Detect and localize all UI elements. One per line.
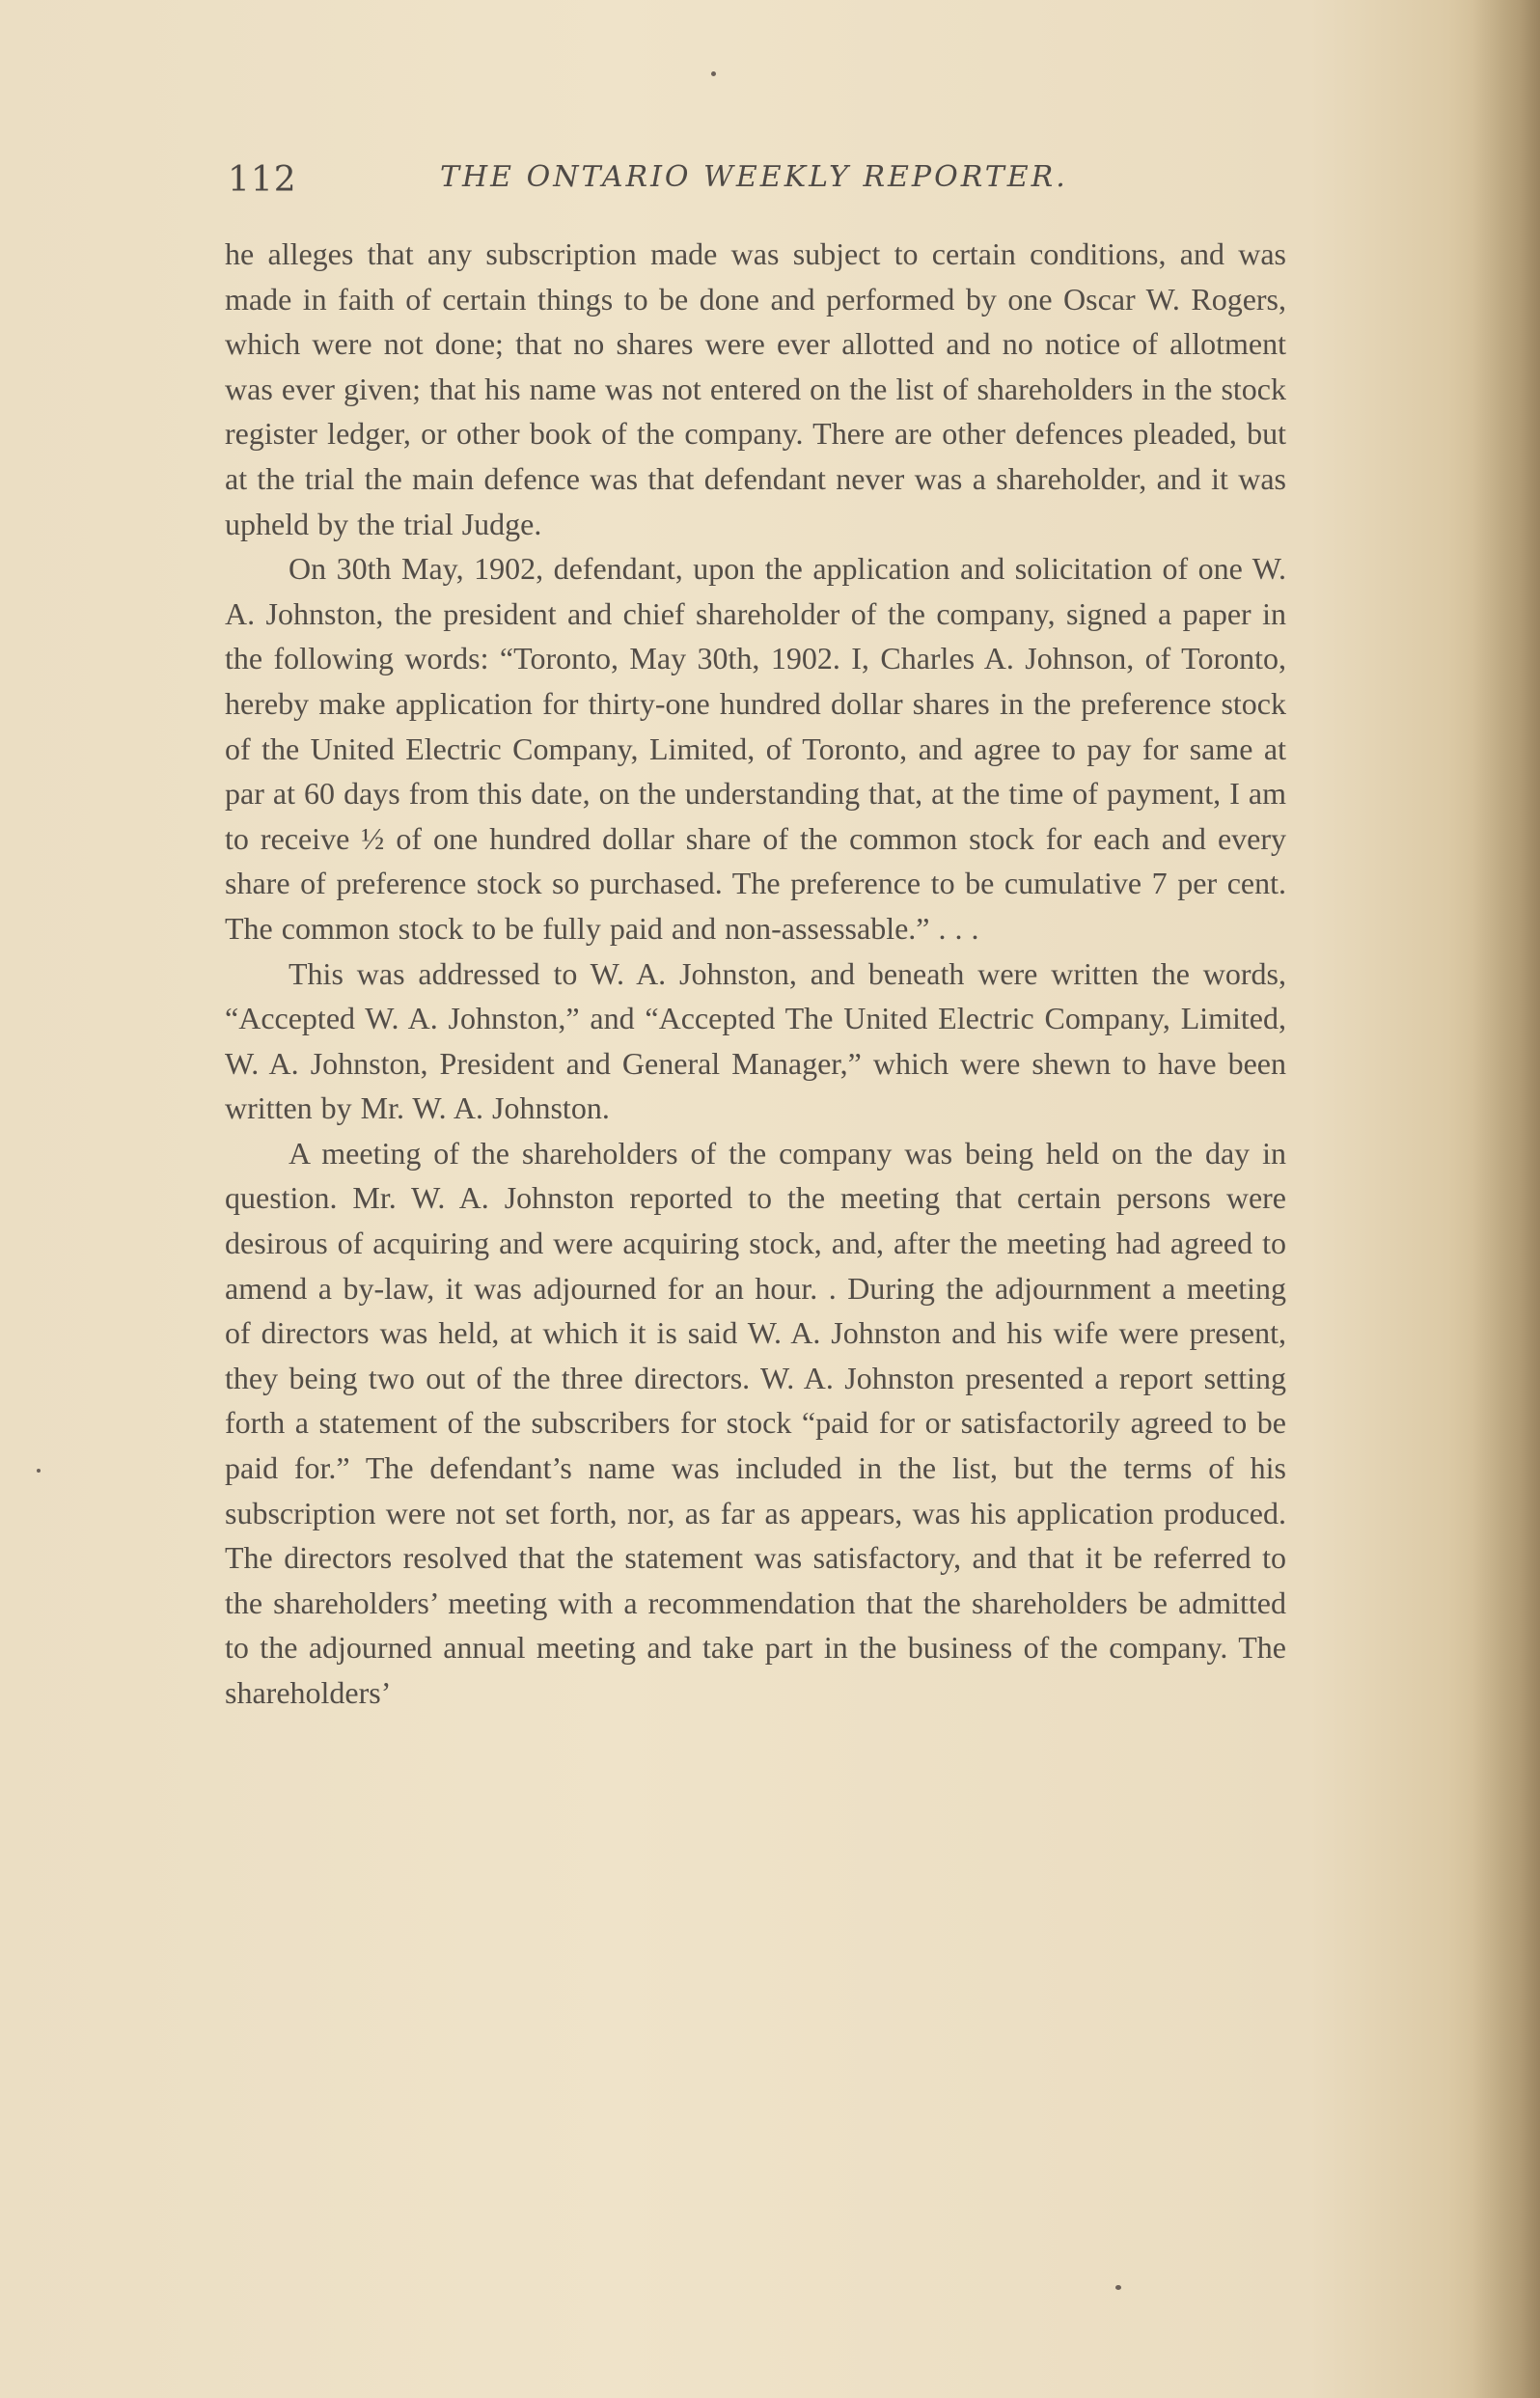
page-number: 112 [228, 160, 297, 200]
running-header [228, 152, 1289, 210]
ink-speck [711, 71, 716, 76]
page-edge-shadow [1472, 0, 1540, 2398]
ink-speck [37, 1469, 41, 1473]
ink-speck [1115, 2285, 1121, 2290]
body-text [225, 232, 1286, 1716]
paragraph: he alleges that any subscription made was subject to certain conditions, and was made in faith of certain things to be done and performed by one Oscar W. Rogers, which were not done; that no shares were ever allotted and no notice of allotment was ever given; that his name was not entered on the list of shareholders in the stock register ledger, or other book of the company. There are other defences pleaded, but at the trial the main defence was that defendant never was a shareholder, and it was upheld by the trial Judge. [225, 236, 1286, 541]
paragraph: A meeting of the shareholders of the company was being held on the day in question. Mr. W. A. Johnston reported to the meeting that certain persons were desirous of acquiring and were acquiring stock, and, after the meeting had agreed to amend a by-law, it was adjourned for an hour. . During the adjournment a meeting of directors was held, at which it is said W. A. Johnston and his wife were present, they being two out of the three directors. W. A. Johnston presented a report setting forth a statement of the subscribers for stock “paid for or satisfactorily agreed to be paid for.” The defendant’s name was included in the list, but the terms of his subscription were not set forth, nor, as far as appears, was his application produced. The directors resolved that the statement was satisfactory, and that it be referred to the shareholders’ meeting with a recommendation that the shareholders be admitted to the adjourned annual meeting and take part in the business of the company. The shareholders’ [225, 1135, 1286, 1710]
paragraph: This was addressed to W. A. Johnston, and beneath were written the words, “Accepted W. A. Johnston,” and “Accepted The United Electric Company, Limited, W. A. Johnston, President and General Manager,” which were shewn to have been written by Mr. W. A. Johnston. [225, 955, 1286, 1126]
running-title: THE ONTARIO WEEKLY REPORTER. [440, 160, 1068, 194]
paragraph: On 30th May, 1902, defendant, upon the application and solicitation of one W. A. Johnston, the president and chief shareholder of the company, signed a paper in the following words: “Toronto, May 30th, 1902. I, Charles A. Johnson, of Toronto, hereby make application for thirty-one hundred dollar shares in the preference stock of the United Electric Company, Limited, of Toronto, and agree to pay for same at par at 60 days from this date, on the understanding that, at the time of payment, I am to receive ½ of one hundred dollar share of the common stock for each and every share of preference stock so purchased. The preference to be cumulative 7 per cent. The common stock to be fully paid and non-assessable.” . . . [225, 551, 1286, 946]
